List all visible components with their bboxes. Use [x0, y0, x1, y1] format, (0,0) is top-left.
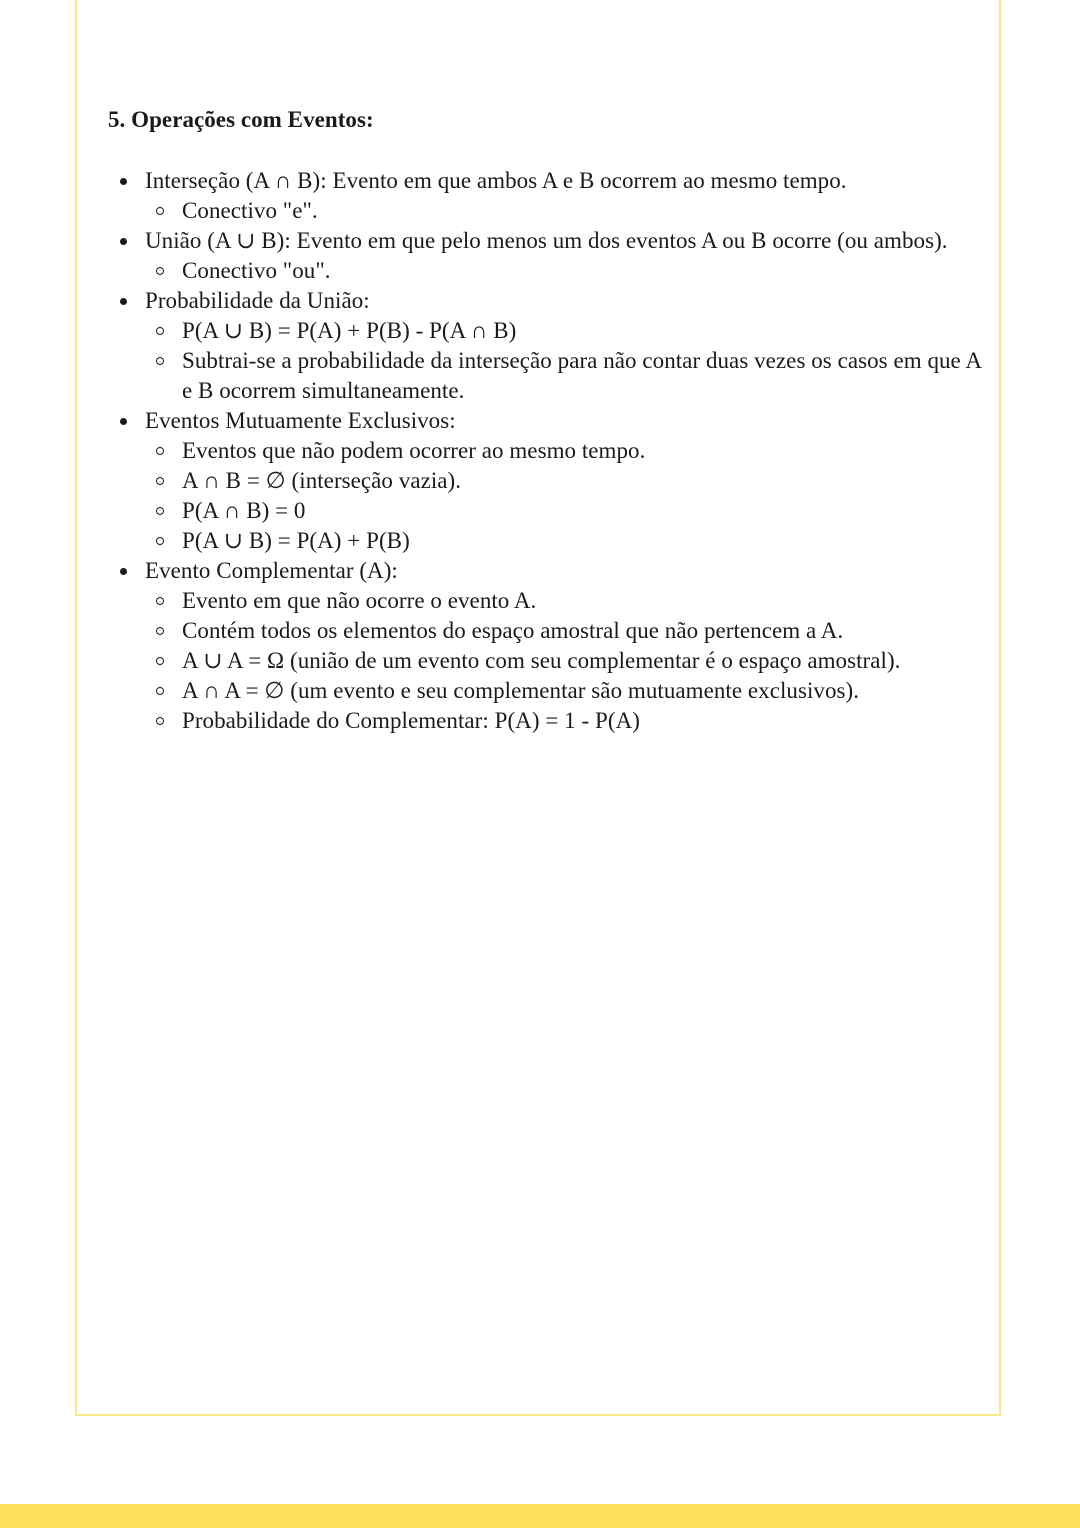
- sublist-item: [182, 586, 988, 616]
- list-item-complementary-event: [145, 556, 988, 736]
- sublist-item: [182, 316, 988, 346]
- filled-bullet-icon: [120, 238, 127, 245]
- sublist-item-text: Probabilidade do Complementar: P(A) = 1 - P(A): [182, 708, 640, 733]
- sublist-item-text: Evento em que não ocorre o evento A.: [182, 588, 537, 613]
- sublist-item: [182, 496, 988, 526]
- sublist-item-text: A ∩ B = ∅ (interseção vazia).: [182, 468, 462, 493]
- hollow-bullet-icon: [156, 657, 164, 665]
- sublist-item-text: A ∪ A = Ω (união de um evento com seu complementar é o espaço amostral).: [182, 648, 901, 673]
- filled-bullet-icon: [120, 568, 127, 575]
- sublist-item-text: P(A ∪ B) = P(A) + P(B) - P(A ∩ B): [182, 318, 517, 343]
- list-item-mutually-exclusive: [145, 406, 988, 556]
- sublist-item: [182, 646, 988, 676]
- hollow-bullet-icon: [156, 357, 164, 365]
- filled-bullet-icon: [120, 298, 127, 305]
- list-item-label: Eventos Mutuamente Exclusivos:: [145, 408, 456, 433]
- sublist: [145, 436, 988, 556]
- sublist: [145, 256, 988, 286]
- list-item-label: Evento Complementar (A):: [145, 558, 398, 583]
- operations-list: [108, 166, 988, 736]
- sublist-item-text: A ∩ A = ∅ (um evento e seu complementar são mutuamente exclusivos).: [182, 678, 860, 703]
- sublist-item: [182, 616, 988, 646]
- filled-bullet-icon: [120, 418, 127, 425]
- list-item-label: Interseção (A ∩ B): Evento em que ambos A e B ocorrem ao mesmo tempo.: [145, 168, 847, 193]
- sublist-item-text: P(A ∪ B) = P(A) + P(B): [182, 528, 410, 553]
- hollow-bullet-icon: [156, 267, 164, 275]
- list-item-label: União (A ∪ B): Evento em que pelo menos um dos eventos A ou B ocorre (ou ambos).: [145, 228, 948, 253]
- hollow-bullet-icon: [156, 327, 164, 335]
- sublist-item: [182, 466, 988, 496]
- sublist-item: [182, 706, 988, 736]
- hollow-bullet-icon: [156, 537, 164, 545]
- hollow-bullet-icon: [156, 207, 164, 215]
- sublist-item: [182, 346, 988, 406]
- sublist: [145, 586, 988, 736]
- hollow-bullet-icon: [156, 477, 164, 485]
- hollow-bullet-icon: [156, 507, 164, 515]
- document-content: [108, 104, 988, 736]
- sublist-item-text: Contém todos os elementos do espaço amostral que não pertencem a A.: [182, 618, 844, 643]
- hollow-bullet-icon: [156, 447, 164, 455]
- sublist-item: [182, 526, 988, 556]
- list-item-union-probability: [145, 286, 988, 406]
- sublist-item-text: Conectivo "ou".: [182, 258, 331, 283]
- hollow-bullet-icon: [156, 687, 164, 695]
- sublist-item: [182, 676, 988, 706]
- sublist-item-text: Subtrai-se a probabilidade da interseção para não contar duas vezes os casos em que A e B ocorrem simultaneamente.: [182, 348, 981, 403]
- hollow-bullet-icon: [156, 597, 164, 605]
- sublist: [145, 316, 988, 406]
- list-item-intersection: [145, 166, 988, 226]
- filled-bullet-icon: [120, 178, 127, 185]
- sublist-item: [182, 196, 988, 226]
- sublist: [145, 196, 988, 226]
- sublist-item: [182, 256, 988, 286]
- hollow-bullet-icon: [156, 717, 164, 725]
- sublist-item-text: P(A ∩ B) = 0: [182, 498, 306, 523]
- footer-accent-bar: [0, 1504, 1080, 1528]
- section-title: 5. Operações com Eventos:: [108, 107, 374, 132]
- sublist-item-text: Conectivo "e".: [182, 198, 318, 223]
- sublist-item-text: Eventos que não podem ocorrer ao mesmo tempo.: [182, 438, 646, 463]
- list-item-label: Probabilidade da União:: [145, 288, 370, 313]
- list-item-union: [145, 226, 988, 286]
- hollow-bullet-icon: [156, 627, 164, 635]
- sublist-item: [182, 436, 988, 466]
